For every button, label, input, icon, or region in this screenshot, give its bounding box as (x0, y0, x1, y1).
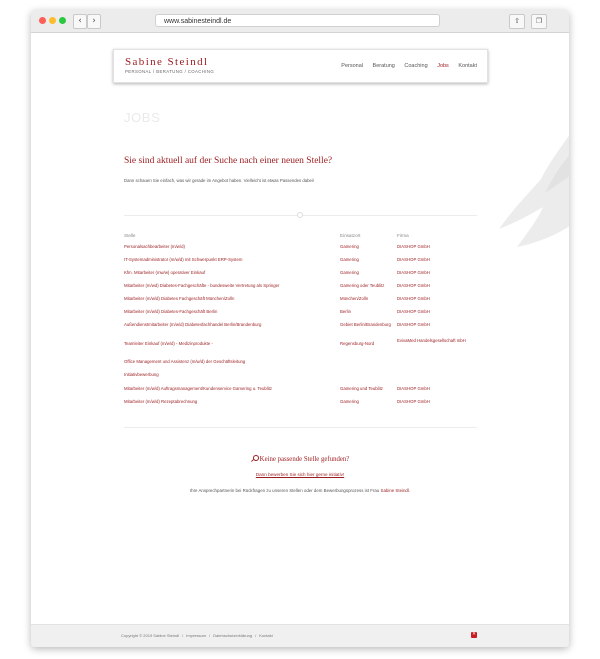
job-row[interactable] (124, 270, 477, 280)
job-row[interactable] (124, 283, 477, 293)
not-found-text: Keine passende Stelle gefunden? (259, 456, 350, 463)
logo[interactable]: Sabine Steindl (125, 56, 209, 68)
main-navigation (333, 63, 477, 69)
close-window-button[interactable] (39, 17, 46, 24)
divider-ornament (297, 212, 303, 218)
job-row[interactable] (124, 386, 477, 396)
browser-toolbar (31, 10, 569, 33)
job-title-link[interactable]: Mitarbeiter (m/w/d) Diabetes Fachgeschäft München/Zolln (124, 296, 235, 301)
job-row[interactable] (124, 372, 477, 382)
copyright: Copyright © 2019 Sabine Steindl (121, 633, 180, 638)
job-title-link[interactable]: Mitarbeiter (m/w/d) Rezeptabrechnung (124, 399, 198, 404)
job-row[interactable] (124, 359, 477, 369)
table-divider (124, 427, 477, 428)
footer-link-datenschutz[interactable]: Datenschutzerklärung (213, 633, 253, 638)
job-company: DIASHOP GmbH (397, 309, 430, 314)
job-title-link[interactable]: Mitarbeiter (m/wd) Diabetes-Fachgeschäfte - bundesweite Vertretung als Springer (124, 283, 280, 288)
contact-info (31, 488, 569, 493)
footer-separator: / (182, 633, 184, 638)
search-icon (251, 455, 258, 462)
column-header-einsatzort: Einsatzort (340, 233, 361, 238)
brush-stroke-decoration (499, 133, 569, 248)
nav-beratung[interactable]: Beratung (372, 63, 395, 69)
job-title-link[interactable]: Mitarbeiter (m/w/d) Diabetes-Fachgeschäft Berlin (124, 309, 218, 314)
job-row[interactable] (124, 309, 477, 319)
job-location: Gebiet Berlin/Brandenburg (340, 322, 391, 327)
site-footer (31, 624, 569, 647)
job-row[interactable] (124, 322, 477, 332)
job-row[interactable] (124, 244, 477, 254)
job-company: DIASHOP GmbH (397, 386, 430, 391)
job-title-link[interactable]: Mitarbeiter (m/w/d) Auftragsmanagement/Kundenservice Gamering u. Teublitz (124, 386, 272, 391)
contact-text: Ihre Ansprechpartnerin bei Rückfragen zu unseren Stellen oder dem Bewerbungsprozess ist Frau (189, 488, 380, 493)
intro-text: Dann schauen Sie einfach, was wir gerade im Angebot haben. Vielleicht ist etwas Passendes dabei! (124, 178, 315, 183)
job-location: Gamering (340, 399, 359, 404)
job-company: DIASHOP GmbH (397, 257, 430, 262)
job-company: DIASHOP GmbH (397, 244, 430, 249)
zoom-window-button[interactable] (59, 17, 66, 24)
job-title-link[interactable]: IT-Systemadministrator (m/w/d) mit Schwerpunkt ERP-System (124, 257, 243, 262)
job-company: DIASHOP GmbH (397, 399, 430, 404)
nav-kontakt[interactable]: Kontakt (458, 63, 477, 69)
nav-coaching[interactable]: Coaching (404, 63, 428, 69)
job-location: Gamering (340, 244, 359, 249)
job-row[interactable] (124, 296, 477, 306)
column-header-stelle: Stelle (124, 233, 136, 238)
share-icon[interactable]: ⇧ (509, 14, 525, 29)
browser-window (31, 10, 569, 647)
page-title: JOBS (124, 110, 161, 125)
job-location: Gamering und Teublitz (340, 386, 383, 391)
footer-link-impressum[interactable]: Impressum (186, 633, 207, 638)
footer-links (121, 633, 273, 638)
job-location: München/Zolln (340, 296, 369, 301)
contact-name-link[interactable]: Sabine Steindl. (380, 488, 411, 493)
job-company: DIASHOP GmbH (397, 283, 430, 288)
job-company: DIASHOP GmbH (397, 322, 430, 327)
footer-link-kontakt[interactable]: Kontakt (259, 633, 273, 638)
tabs-icon[interactable]: ❐ (531, 14, 547, 29)
job-row[interactable] (124, 338, 477, 351)
column-header-firma: Firma (397, 233, 409, 238)
nav-personal[interactable]: Personal (341, 63, 364, 69)
job-title-link[interactable]: Initiativbewerbung (124, 372, 159, 377)
chevron-right-icon[interactable]: › (87, 14, 101, 29)
footer-separator: / (209, 633, 211, 638)
job-title-link[interactable]: Teamleiter Einkauf (m/w/d) - Medizinprodukte - (124, 341, 213, 346)
chevron-left-icon[interactable]: ‹ (73, 14, 87, 29)
address-bar[interactable]: www.sabinesteindl.de (155, 14, 440, 27)
minimize-window-button[interactable] (49, 17, 56, 24)
not-found-heading (31, 455, 569, 463)
job-location: Gamering (340, 270, 359, 275)
job-title-link[interactable]: Personalsachbearbeiter (m/w/d) (124, 244, 185, 249)
job-company: DIASHOP GmbH (397, 270, 430, 275)
job-company: DIASHOP GmbH (397, 296, 430, 301)
footer-separator: / (255, 633, 257, 638)
initiative-application-link[interactable]: Dann bewerben Sie sich hier gerne initiativ! (255, 472, 345, 477)
logo-tagline: PERSONAL / BERATUNG / COACHING (125, 69, 215, 74)
job-row[interactable] (124, 257, 477, 267)
job-company: EvivaMed Handelsgesellschaft mbH (397, 338, 466, 343)
job-location: Gamering (340, 257, 359, 262)
job-location: Regensburg-Nord (340, 341, 375, 346)
job-title-link[interactable]: Office Management und Assistenz (m/w/d) der Geschäftsleitung (124, 359, 246, 364)
site-header (113, 49, 488, 83)
job-location: Berlin (340, 309, 351, 314)
headline: Sie sind aktuell auf der Suche nach einer neuen Stelle? (124, 156, 333, 166)
job-row[interactable] (124, 399, 477, 409)
job-title-link[interactable]: Kfm. Mitarbeiter (mw/w) operativer Einkauf (124, 270, 206, 275)
nav-jobs[interactable]: Jobs (437, 63, 449, 69)
job-location: Gamering oder Teublitz (340, 283, 385, 288)
xing-icon[interactable]: ✕ (472, 632, 476, 637)
job-title-link[interactable]: Außendienstmitarbeiter (m/w/d) Diabetesfachhandel Berlin/Brandenburg (124, 322, 262, 327)
